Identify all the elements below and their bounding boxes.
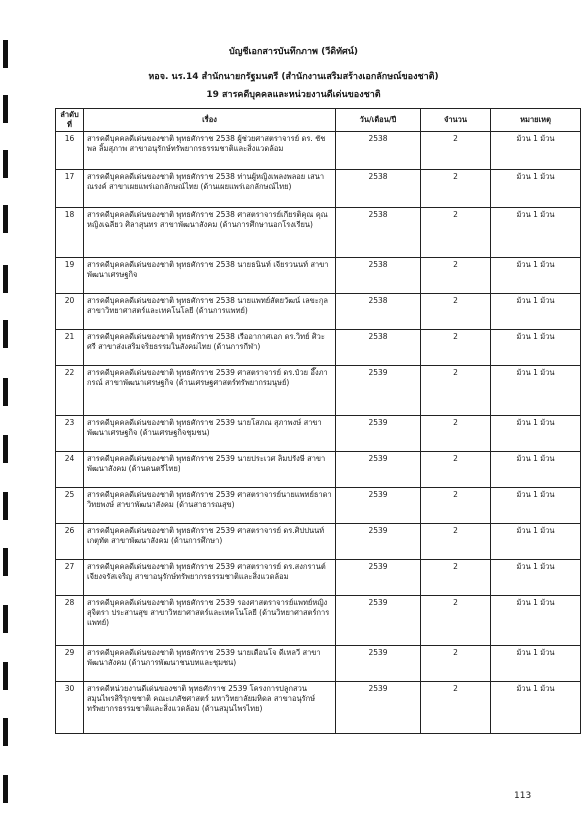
row-remark: ม้วน 1 ม้วน: [491, 294, 581, 330]
row-number: 25: [56, 488, 84, 524]
row-date: 2538: [336, 170, 421, 208]
row-remark: ม้วน 1 ม้วน: [491, 330, 581, 366]
row-quantity: 2: [421, 524, 491, 560]
row-subject: สารคดีบุคคลดีเด่นของชาติ พุทธศักราช 2539 นายโสภณ สุภาพงษ์ สาขาพัฒนาเศรษฐกิจ (ด้านเศรษฐกิจชุมชน): [84, 416, 336, 452]
row-date: 2538: [336, 294, 421, 330]
row-remark: ม้วน 1 ม้วน: [491, 132, 581, 170]
row-subject: สารคดีบุคคลดีเด่นของชาติ พุทธศักราช 2538 ท่านผู้หญิงเพลงพลอย เสนาณรงค์ สาขาเผยแพร่เอกลักษณ์ไทย (ด้านเผยแพร่เอกลักษณ์ไทย): [84, 170, 336, 208]
row-subject: สารคดีบุคคลดีเด่นของชาติ พุทธศักราช 2538 นายธนินท์ เจียรวนนท์ สาขาพัฒนาเศรษฐกิจ: [84, 258, 336, 294]
binder-mark: [3, 265, 8, 293]
table-row: [56, 646, 581, 682]
binder-mark: [3, 492, 8, 520]
row-remark: ม้วน 1 ม้วน: [491, 208, 581, 258]
binder-mark: [3, 548, 8, 576]
row-number: 28: [56, 596, 84, 646]
row-number: 19: [56, 258, 84, 294]
row-quantity: 2: [421, 452, 491, 488]
row-remark: ม้วน 1 ม้วน: [491, 596, 581, 646]
row-date: 2539: [336, 596, 421, 646]
header-remark: หมายเหตุ: [491, 109, 581, 132]
header-subject: เรื่อง: [84, 109, 336, 132]
row-number: 20: [56, 294, 84, 330]
row-number: 27: [56, 560, 84, 596]
row-remark: ม้วน 1 ม้วน: [491, 488, 581, 524]
row-subject: สารคดีบุคคลดีเด่นของชาติ พุทธศักราช 2539 ศาสตราจารย์นายแพทย์ธาดา วิทยพงษ์ สาขาพัฒนาสังคม (ด้านสาธารณสุข): [84, 488, 336, 524]
table-row: [56, 208, 581, 258]
binder-mark: [3, 605, 8, 633]
row-subject: สารคดีหน่วยงานดีเด่นของชาติ พุทธศักราช 2539 โครงการปลูกสวนสมุนไพรสิริรุกขชาติ คณะเภสัชศาสตร์ มหาวิทยาลัยมหิดล สาขาอนุรักษ์ทรัพยากรธรรมชาติและสิ่งแวดล้อม (ด้านสมุนไพรไทย): [84, 682, 336, 734]
row-quantity: 2: [421, 132, 491, 170]
row-date: 2538: [336, 208, 421, 258]
binder-mark: [3, 662, 8, 690]
row-quantity: 2: [421, 258, 491, 294]
row-number: 30: [56, 682, 84, 734]
row-number: 29: [56, 646, 84, 682]
row-quantity: 2: [421, 330, 491, 366]
row-remark: ม้วน 1 ม้วน: [491, 646, 581, 682]
row-number: 18: [56, 208, 84, 258]
table-header-row: [56, 109, 581, 132]
row-quantity: 2: [421, 646, 491, 682]
row-date: 2539: [336, 524, 421, 560]
table-row: [56, 488, 581, 524]
table-row: [56, 596, 581, 646]
page-number: 113: [514, 791, 532, 801]
row-number: 26: [56, 524, 84, 560]
row-subject: สารคดีบุคคลดีเด่นของชาติ พุทธศักราช 2538 ผู้ช่วยศาสตราจารย์ ดร. ชัชพล ลิ้มสุภาพ สาขาอนุรักษ์ทรัพยากรธรรมชาติและสิ่งแวดล้อม: [84, 132, 336, 170]
row-date: 2538: [336, 258, 421, 294]
row-remark: ม้วน 1 ม้วน: [491, 682, 581, 734]
binder-mark: [3, 775, 8, 803]
row-subject: สารคดีบุคคลดีเด่นของชาติ พุทธศักราช 2539 ศาสตราจารย์ ดร.ป๋วย อึ๊งภากรณ์ สาขาพัฒนาเศรษฐกิจ (ด้านเศรษฐศาสตร์ทรัพยากรมนุษย์): [84, 366, 336, 416]
binder-mark: [3, 205, 8, 233]
table-row: [56, 258, 581, 294]
register-table: [55, 108, 581, 734]
table-row: [56, 452, 581, 488]
row-number: 24: [56, 452, 84, 488]
row-quantity: 2: [421, 294, 491, 330]
header-quantity: จำนวน: [421, 109, 491, 132]
row-date: 2539: [336, 560, 421, 596]
table-row: [56, 330, 581, 366]
row-date: 2539: [336, 416, 421, 452]
table-row: [56, 416, 581, 452]
binder-marks: [3, 0, 9, 829]
row-subject: สารคดีบุคคลดีเด่นของชาติ พุทธศักราช 2538 ศาสตราจารย์เกียรติคุณ คุณหญิงเฉลียว ศิลาสุนทร สาขาพัฒนาสังคม (ด้านการศึกษานอกโรงเรียน): [84, 208, 336, 258]
row-number: 22: [56, 366, 84, 416]
row-quantity: 2: [421, 366, 491, 416]
row-date: 2538: [336, 132, 421, 170]
row-date: 2538: [336, 330, 421, 366]
row-remark: ม้วน 1 ม้วน: [491, 366, 581, 416]
row-number: 21: [56, 330, 84, 366]
row-subject: สารคดีบุคคลดีเด่นของชาติ พุทธศักราช 2539 นายประเวศ ลิมปรังษี สาขาพัฒนาสังคม (ด้านดนตรีไทย): [84, 452, 336, 488]
row-subject: สารคดีบุคคลดีเด่นของชาติ พุทธศักราช 2539 ศาสตราจารย์ ดร.ศิปปนนท์ เกตุทัต สาขาพัฒนาสังคม (ด้านการศึกษา): [84, 524, 336, 560]
row-subject: สารคดีบุคคลดีเด่นของชาติ พุทธศักราช 2539 นายเดือนโจ ดีเหลวี สาขาพัฒนาสังคม (ด้านการพัฒนาชนบทและชุมชน): [84, 646, 336, 682]
table-row: [56, 366, 581, 416]
table-row: [56, 170, 581, 208]
row-number: 16: [56, 132, 84, 170]
table-row: [56, 682, 581, 734]
group-line: หอจ. นร.14 สำนักนายกรัฐมนตรี (สำนักงานเสริมสร้างเอกลักษณ์ของชาติ): [148, 72, 439, 82]
row-date: 2539: [336, 646, 421, 682]
binder-mark: [3, 378, 8, 406]
table-row: [56, 132, 581, 170]
binder-mark: [3, 150, 8, 178]
row-date: 2539: [336, 366, 421, 416]
binder-mark: [3, 718, 8, 746]
row-subject: สารคดีบุคคลดีเด่นของชาติ พุทธศักราช 2538 นายแพทย์สัตยวัฒน์ เลขะกุล สาขาวิทยาศาสตร์และเทคโนโลยี (ด้านการแพทย์): [84, 294, 336, 330]
subgroup-line: 19 สารคดีบุคคลและหน่วยงานดีเด่นของชาติ: [206, 90, 381, 100]
row-remark: ม้วน 1 ม้วน: [491, 416, 581, 452]
row-date: 2539: [336, 488, 421, 524]
row-remark: ม้วน 1 ม้วน: [491, 560, 581, 596]
binder-mark: [3, 320, 8, 348]
row-remark: ม้วน 1 ม้วน: [491, 452, 581, 488]
binder-mark: [3, 435, 8, 463]
table-row: [56, 560, 581, 596]
row-remark: ม้วน 1 ม้วน: [491, 524, 581, 560]
table-row: [56, 524, 581, 560]
row-quantity: 2: [421, 170, 491, 208]
row-number: 17: [56, 170, 84, 208]
row-date: 2539: [336, 682, 421, 734]
row-remark: ม้วน 1 ม้วน: [491, 258, 581, 294]
row-subject: สารคดีบุคคลดีเด่นของชาติ พุทธศักราช 2538 เรืออากาศเอก ดร.วิทย์ ศิวะศรี สาขาส่งเสริมจริยธรรมในสังคมไทย (ด้านการกีฬา): [84, 330, 336, 366]
row-quantity: 2: [421, 488, 491, 524]
row-quantity: 2: [421, 596, 491, 646]
header-date: วัน/เดือน/ปี: [336, 109, 421, 132]
row-remark: ม้วน 1 ม้วน: [491, 170, 581, 208]
row-subject: สารคดีบุคคลดีเด่นของชาติ พุทธศักราช 2539 ศาสตราจารย์ ดร.สงกรานต์ เจียงจรัสเจริญ สาขาอนุรักษ์ทรัพยากรธรรมชาติและสิ่งแวดล้อม: [84, 560, 336, 596]
row-quantity: 2: [421, 208, 491, 258]
table-row: [56, 294, 581, 330]
row-quantity: 2: [421, 560, 491, 596]
row-quantity: 2: [421, 416, 491, 452]
row-quantity: 2: [421, 682, 491, 734]
row-subject: สารคดีบุคคลดีเด่นของชาติ พุทธศักราช 2539 รองศาสตราจารย์แพทย์หญิงสุจิตรา ประสานสุข สาขาวิทยาศาสตร์และเทคโนโลยี (ด้านวิทยาศาสตร์การแพทย์): [84, 596, 336, 646]
row-date: 2539: [336, 452, 421, 488]
row-number: 23: [56, 416, 84, 452]
document-title: บัญชีเอกสารบันทึกภาพ (วีดิทัศน์): [228, 47, 359, 57]
header-no: ลำดับที่: [56, 109, 84, 132]
